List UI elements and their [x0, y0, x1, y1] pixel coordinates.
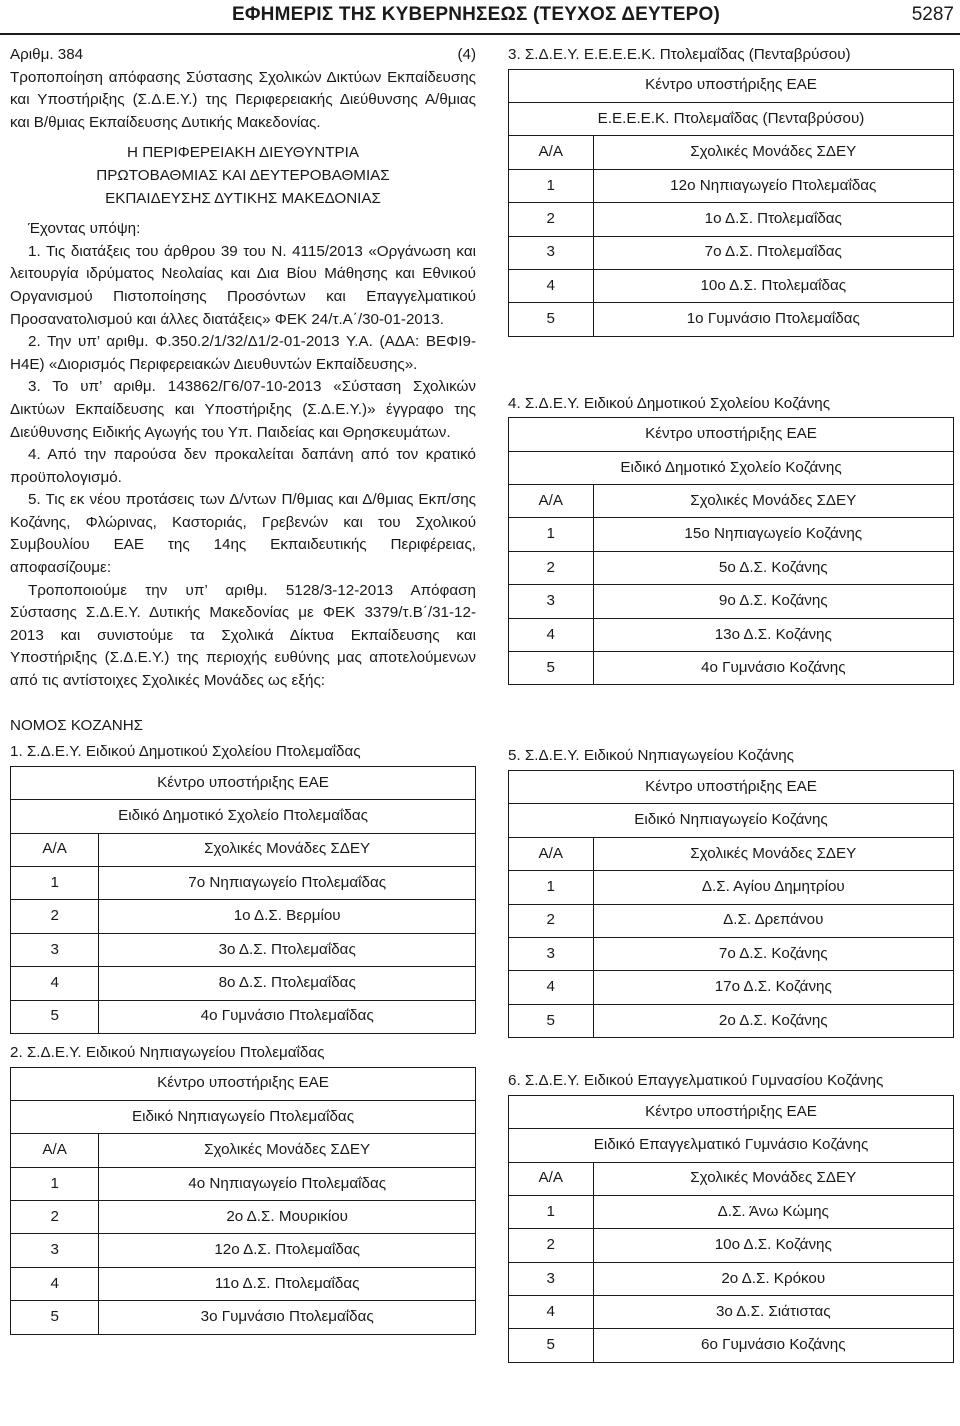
document-subject: Τροποποίηση απόφασης Σύστασης Σχολικών Δικτύων Εκπαίδευσης και Υποστήριξης (Σ.Δ.Ε.Υ.) της Περιφερειακής Διεύθυνσης Α/θμιας και Β/θμιας Εκπαίδευσης Δυτικής Μακεδονίας. — [10, 68, 476, 131]
network-block-4 — [508, 393, 954, 686]
center-label-cell: Κέντρο υποστήριξης ΕΑΕ — [509, 771, 954, 804]
consideration-item-5: 5. Τις εκ νέου προτάσεις των Δ/ντων Π/θμιας και Δ/θμιας Εκπ/σης Κοζάνης, Φλώρινας, Καστοριάς, Γρεβενών και του Σχολικού Συμβουλίου ΕΑΕ της 14ης Εκπαιδευτικής Περιφέρειας, αποφασίζουμε: — [10, 491, 476, 577]
table-row: 2 Δ.Σ. Δρεπάνου — [509, 904, 954, 937]
decision-text: Τροποποιούμε την υπ’ αριθμ. 5128/3-12-2013 Απόφαση Σύστασης Σ.Δ.Ε.Υ. Δυτικής Μακεδονίας με ΦΕΚ 3379/τ.Β΄/31-12-2013 και συνιστούμε τα Σχολικά Δίκτυα Εκπαίδευσης και Υποστήριξης (Σ.Δ.Ε.Υ.) της περιοχής ευθύνης μας αποτελούμενων από τις αντίστοιχες Σχολικές Μονάδες ως εξής: — [10, 581, 476, 690]
col-header-units: Σχολικές Μονάδες ΣΔΕΥ — [593, 136, 953, 169]
table-row: 3 7ο Δ.Σ. Πτολεμαΐδας — [509, 236, 954, 269]
table-row: 2 1ο Δ.Σ. Βερμίου — [11, 900, 476, 933]
network-table — [508, 770, 954, 1038]
center-label-cell: Κέντρο υποστήριξης ΕΑΕ — [11, 766, 476, 799]
center-name-cell: Ειδικό Δημοτικό Σχολείο Πτολεμαΐδας — [11, 800, 476, 833]
col-header-units: Σχολικές Μονάδες ΣΔΕΥ — [99, 833, 476, 866]
col-header-aa: Α/Α — [11, 833, 99, 866]
table-row: 1 4ο Νηπιαγωγείο Πτολεμαΐδας — [11, 1167, 476, 1200]
header-rule — [0, 33, 960, 35]
table-row: 1 Δ.Σ. Άνω Κώμης — [509, 1195, 954, 1228]
table-row: 4 11ο Δ.Σ. Πτολεμαΐδας — [11, 1267, 476, 1300]
gazette-title: ΕΦΗΜΕΡΙΣ ΤΗΣ ΚΥΒΕΡΝΗΣΕΩΣ (ΤΕΥΧΟΣ ΔΕΥΤΕΡΟ) — [232, 4, 720, 25]
network-table — [508, 417, 954, 685]
network-table — [10, 1067, 476, 1335]
col-header-units: Σχολικές Μονάδες ΣΔΕΥ — [593, 485, 953, 518]
table-row: 5 1ο Γυμνάσιο Πτολεμαΐδας — [509, 303, 954, 336]
table-row: 4 10ο Δ.Σ. Πτολεμαΐδας — [509, 269, 954, 302]
col-header-aa: Α/Α — [509, 1162, 594, 1195]
page-number: 5287 — [911, 4, 954, 25]
col-header-aa: Α/Α — [509, 485, 594, 518]
table-row: 5 4ο Γυμνάσιο Πτολεμαΐδας — [11, 1000, 476, 1033]
center-name-cell: Ειδικό Δημοτικό Σχολείο Κοζάνης — [509, 451, 954, 484]
table-row: 5 6ο Γυμνάσιο Κοζάνης — [509, 1329, 954, 1362]
authority-line-2: ΠΡΩΤΟΒΑΘΜΙΑΣ ΚΑΙ ΔΕΥΤΕΡΟΒΑΘΜΙΑΣ — [96, 166, 390, 184]
consideration-item-3: 3. Το υπ’ αριθμ. 143862/Γ6/07-10-2013 «Σύσταση Σχολικών Δικτύων Εκπαίδευσης και Υποστήριξης (Σ.Δ.Ε.Υ.)» έγγραφο της Διεύθυνσης Ειδικής Αγωγής του Υπ. Παιδείας και Θρησκευμάτων. — [10, 378, 476, 441]
table-row: 2 10ο Δ.Σ. Κοζάνης — [509, 1229, 954, 1262]
col-header-units: Σχολικές Μονάδες ΣΔΕΥ — [593, 837, 953, 870]
table-row: 5 4ο Γυμνάσιο Κοζάνης — [509, 652, 954, 685]
network-table — [508, 1095, 954, 1363]
network-title: 1. Σ.Δ.Ε.Υ. Ειδικού Δημοτικού Σχολείου Πτολεμαΐδας — [10, 743, 361, 761]
table-row: 4 13ο Δ.Σ. Κοζάνης — [509, 618, 954, 651]
page-header — [0, 0, 960, 30]
authority-line-3: ΕΚΠΑΙΔΕΥΣΗΣ ΔΥΤΙΚΗΣ ΜΑΚΕΔΟΝΙΑΣ — [105, 189, 381, 207]
network-block-6 — [508, 1070, 954, 1363]
authority-line-1: Η ΠΕΡΙΦΕΡΕΙΑΚΗ ΔΙΕΥΘΥΝΤΡΙΑ — [127, 144, 359, 162]
table-row: 3 2ο Δ.Σ. Κρόκου — [509, 1262, 954, 1295]
network-title: 3. Σ.Δ.Ε.Υ. Ε.Ε.Ε.Ε.Κ. Πτολεμαΐδας (Πενταβρύσου) — [508, 46, 851, 63]
table-row: 3 9ο Δ.Σ. Κοζάνης — [509, 585, 954, 618]
network-block-2 — [10, 1042, 476, 1335]
table-row: 3 3ο Δ.Σ. Πτολεμαΐδας — [11, 933, 476, 966]
table-row: 1 15ο Νηπιαγωγείο Κοζάνης — [509, 518, 954, 551]
table-row: 5 2ο Δ.Σ. Κοζάνης — [509, 1004, 954, 1037]
document-number-line — [10, 44, 476, 67]
table-row: 3 12ο Δ.Σ. Πτολεμαΐδας — [11, 1234, 476, 1267]
network-block-3 — [508, 44, 954, 337]
prefecture-heading: ΝΟΜΟΣ ΚΟΖΑΝΗΣ — [10, 716, 144, 734]
table-row: 4 17ο Δ.Σ. Κοζάνης — [509, 971, 954, 1004]
consideration-item-4: 4. Από την παρούσα δεν προκαλείται δαπάνη από τον κρατικό προϋπολογισμό. — [10, 446, 476, 486]
network-table — [10, 766, 476, 1034]
col-header-aa: Α/Α — [11, 1134, 99, 1167]
table-row: 1 Δ.Σ. Αγίου Δημητρίου — [509, 871, 954, 904]
table-row: 2 5ο Δ.Σ. Κοζάνης — [509, 551, 954, 584]
table-row: 2 2ο Δ.Σ. Μουρικίου — [11, 1201, 476, 1234]
table-row: 1 12ο Νηπιαγωγείο Πτολεμαΐδας — [509, 169, 954, 202]
col-header-units: Σχολικές Μονάδες ΣΔΕΥ — [99, 1134, 476, 1167]
table-row: 5 3ο Γυμνάσιο Πτολεμαΐδας — [11, 1301, 476, 1334]
network-table — [508, 69, 954, 337]
center-label-cell: Κέντρο υποστήριξης ΕΑΕ — [509, 418, 954, 451]
center-name-cell: Ειδικό Νηπιαγωγείο Κοζάνης — [509, 804, 954, 837]
table-row: 3 7ο Δ.Σ. Κοζάνης — [509, 937, 954, 970]
col-header-units: Σχολικές Μονάδες ΣΔΕΥ — [593, 1162, 953, 1195]
network-block-1 — [10, 741, 476, 1034]
network-title: 4. Σ.Δ.Ε.Υ. Ειδικού Δημοτικού Σχολείου Κοζάνης — [508, 394, 831, 412]
center-name-cell: Ειδικό Νηπιαγωγείο Πτολεμαΐδας — [11, 1100, 476, 1133]
network-block-5 — [508, 745, 954, 1038]
consideration-item-2: 2. Την υπ’ αριθμ. Φ.350.2/1/32/Δ1/2-01-2013 Υ.Α. (ΑΔΑ: ΒΕΦΙ9-Η4Ε) «Διορισμός Περιφερειακών Διευθυντών Εκπαίδευσης». — [10, 333, 476, 373]
center-name-cell: Ειδικό Επαγγελματικό Γυμνάσιο Κοζάνης — [509, 1129, 954, 1162]
consideration-item-1: 1. Τις διατάξεις του άρθρου 39 του Ν. 4115/2013 «Οργάνωση και λειτουργία ιδρύματος Νεολαίας και Δια Βίου Μάθησης και Εθνικού Οργανισμού Πιστοποίησης Προσόντων και Επαγγελματικού Προσανατολισμού και άλλες διατάξεις» ΦΕΚ 24/τ.Α΄/30-01-2013. — [10, 242, 476, 328]
table-row: 1 7ο Νηπιαγωγείο Πτολεμαΐδας — [11, 866, 476, 899]
table-row: 4 3ο Δ.Σ. Σιάτιστας — [509, 1296, 954, 1329]
center-label-cell: Κέντρο υποστήριξης ΕΑΕ — [11, 1067, 476, 1100]
left-column — [10, 44, 476, 1335]
center-label-cell: Κέντρο υποστήριξης ΕΑΕ — [509, 69, 954, 102]
center-name-cell: Ε.Ε.Ε.Ε.Κ. Πτολεμαΐδας (Πενταβρύσου) — [509, 102, 954, 135]
col-header-aa: Α/Α — [509, 837, 594, 870]
table-row: 4 8ο Δ.Σ. Πτολεμαΐδας — [11, 967, 476, 1000]
document-index: (4) — [457, 46, 476, 63]
network-title: 5. Σ.Δ.Ε.Υ. Ειδικού Νηπιαγωγείου Κοζάνης — [508, 747, 794, 765]
document-number: Αριθμ. 384 — [10, 46, 84, 63]
network-title: 2. Σ.Δ.Ε.Υ. Ειδικού Νηπιαγωγείου Πτολεμαΐδας — [10, 1043, 325, 1061]
network-title: 6. Σ.Δ.Ε.Υ. Ειδικού Επαγγελματικού Γυμνασίου Κοζάνης — [508, 1072, 884, 1090]
table-row: 2 1ο Δ.Σ. Πτολεμαΐδας — [509, 203, 954, 236]
center-label-cell: Κέντρο υποστήριξης ΕΑΕ — [509, 1095, 954, 1128]
right-column — [508, 44, 954, 1363]
col-header-aa: Α/Α — [509, 136, 594, 169]
considering-label: Έχοντας υπόψη: — [28, 220, 141, 238]
